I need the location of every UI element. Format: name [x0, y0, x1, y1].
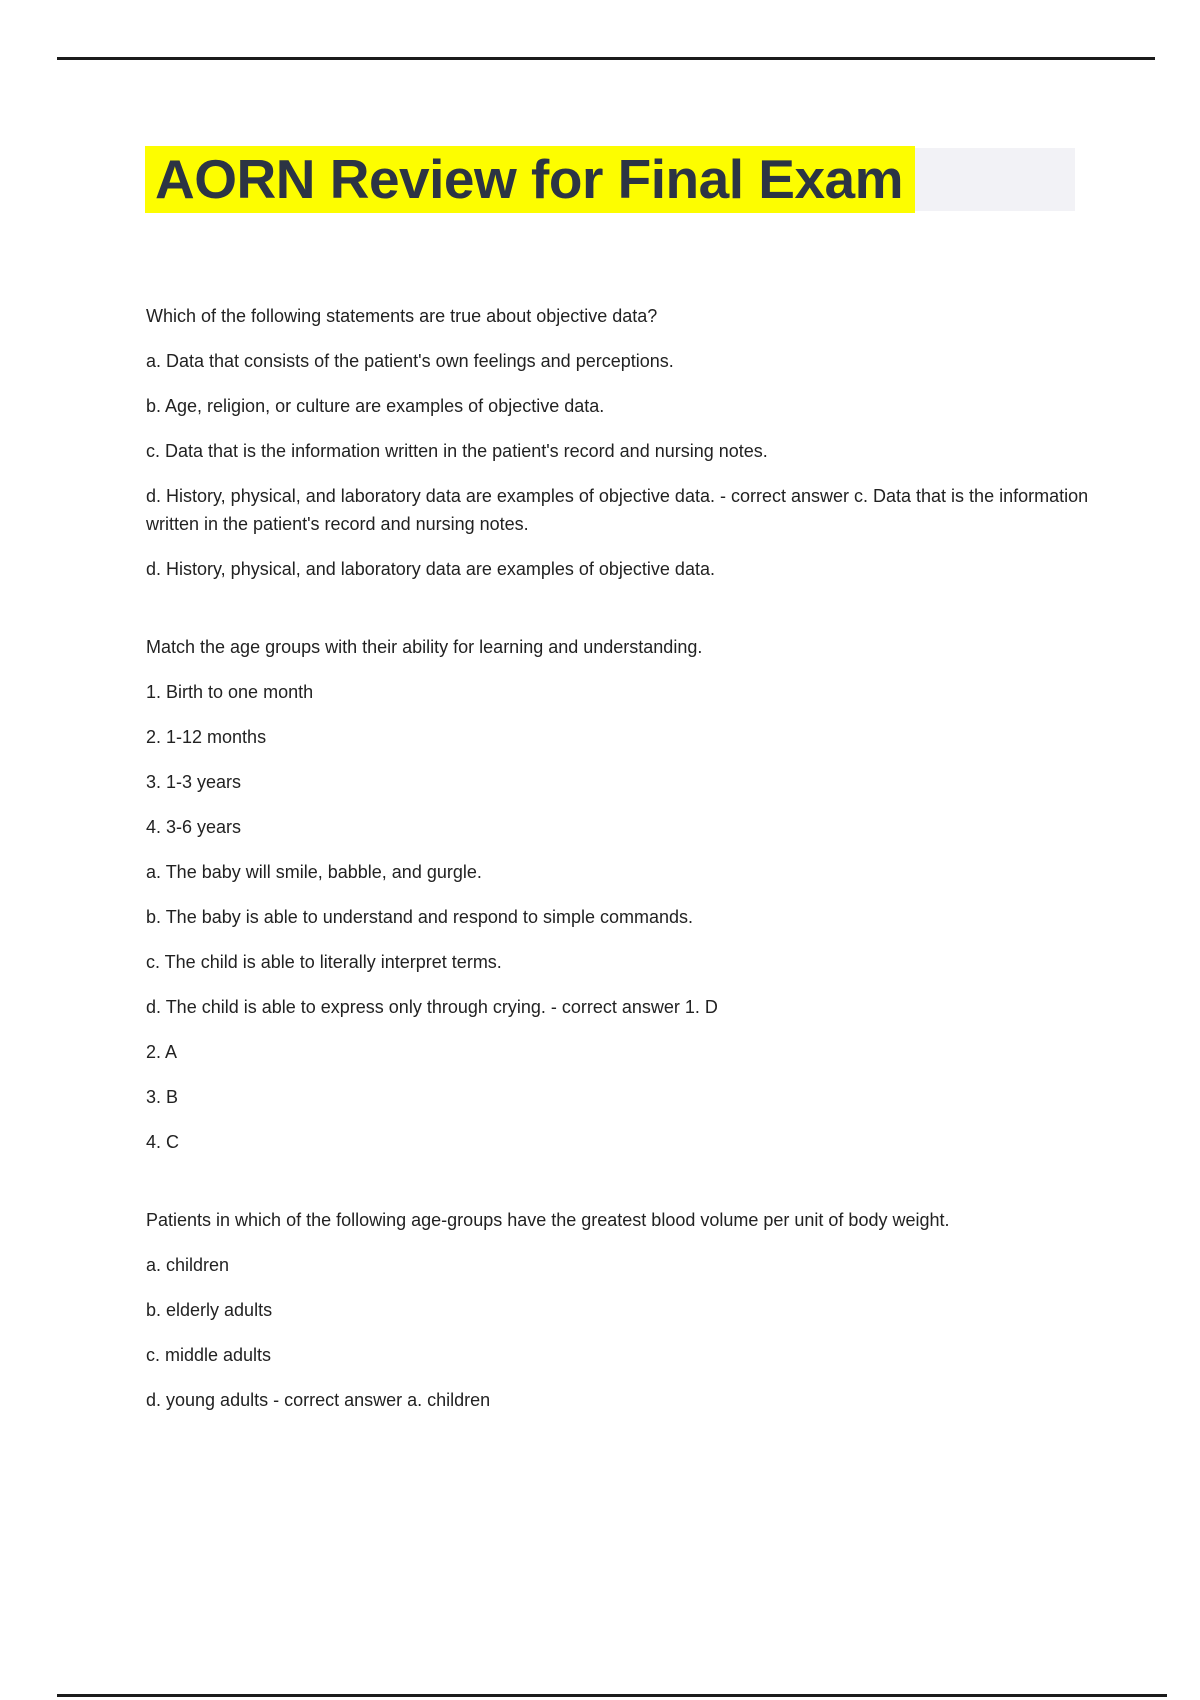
answer-option: a. The baby will smile, babble, and gurgle.: [146, 862, 482, 882]
answer-option: b. elderly adults: [146, 1300, 273, 1320]
bottom-divider-line: [57, 1694, 1167, 1697]
question-text: Which of the following statements are true about objective data?: [146, 306, 658, 326]
question-block: [146, 1206, 1098, 1414]
question-text: Patients in which of the following age-groups have the greatest blood volume per unit of body weight.: [146, 1210, 950, 1230]
document-body: [146, 302, 1098, 1431]
matching-answer: 2. A: [146, 1042, 178, 1062]
answer-option: b. Age, religion, or culture are examples of objective data.: [146, 396, 605, 416]
page-title: AORN Review for Final Exam: [145, 146, 915, 213]
answer-option-with-correct-answer: d. young adults - correct answer a. children: [146, 1390, 491, 1410]
answer-option: a. children: [146, 1255, 230, 1275]
answer-option: c. Data that is the information written in the patient's record and nursing notes.: [146, 441, 768, 461]
title-row: [145, 146, 1075, 213]
matching-answer: 4. C: [146, 1132, 180, 1152]
answer-option-with-correct-answer: d. History, physical, and laboratory data are examples of objective data. - correct answer c. Data that is the information written in the patient's record and nursing notes.: [146, 486, 1089, 534]
answer-option: d. History, physical, and laboratory data are examples of objective data.: [146, 559, 715, 579]
matching-item: 3. 1-3 years: [146, 772, 242, 792]
question-block: [146, 633, 1098, 1156]
matching-answer: 3. B: [146, 1087, 179, 1107]
answer-option-with-correct-answer: d. The child is able to express only through crying. - correct answer 1. D: [146, 997, 718, 1017]
title-trailing-highlight-block: [915, 148, 1075, 211]
answer-option: b. The baby is able to understand and respond to simple commands.: [146, 907, 693, 927]
top-divider-line: [57, 57, 1155, 60]
answer-option: c. The child is able to literally interpret terms.: [146, 952, 502, 972]
question-text: Match the age groups with their ability for learning and understanding.: [146, 637, 703, 657]
question-block: [146, 302, 1098, 583]
answer-option: c. middle adults: [146, 1345, 272, 1365]
matching-item: 2. 1-12 months: [146, 727, 267, 747]
matching-item: 1. Birth to one month: [146, 682, 314, 702]
answer-option: a. Data that consists of the patient's own feelings and perceptions.: [146, 351, 674, 371]
matching-item: 4. 3-6 years: [146, 817, 242, 837]
